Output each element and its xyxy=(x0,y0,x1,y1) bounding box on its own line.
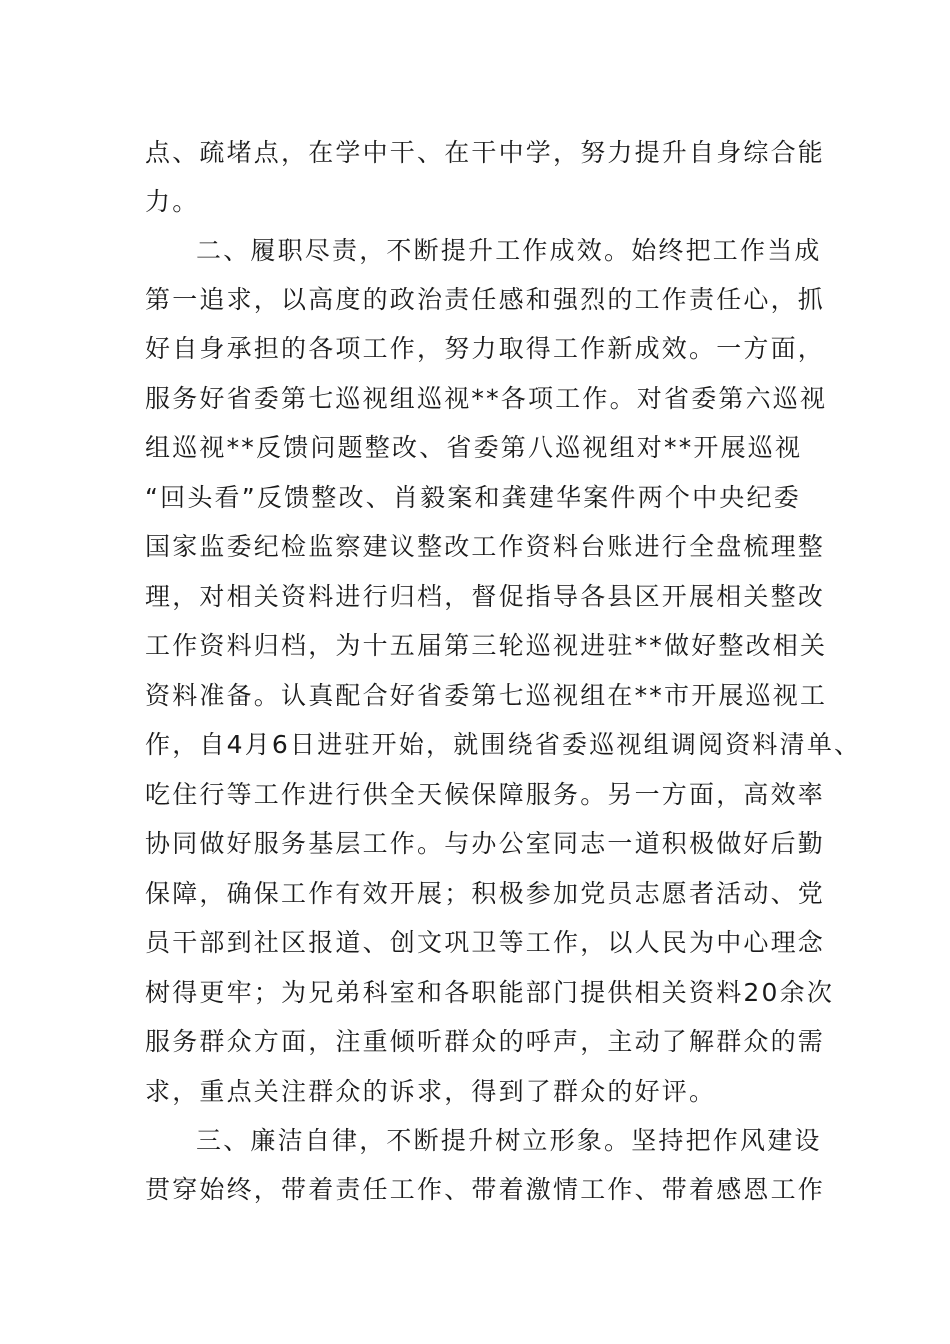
text-line: 求，重点关注群众的诉求，得到了群众的好评。 xyxy=(145,1077,717,1106)
text-line: 点、疏堵点，在学中干、在干中学，努力提升自身综合能 xyxy=(145,138,826,167)
text-line: 组巡视**反馈问题整改、省委第八巡视组对**开展巡视 xyxy=(145,433,803,462)
text-line: 工作资料归档，为十五届第三轮巡视进驻**做好整改相关 xyxy=(145,631,828,660)
text-line: 国家监委纪检监察建议整改工作资料台账进行全盘梳理整 xyxy=(145,532,826,561)
paragraph-start-line: 二、履职尽责，不断提升工作成效。始终把工作当成 xyxy=(196,236,822,265)
text-line: 第一追求，以高度的政治责任感和强烈的工作责任心，抓 xyxy=(145,285,826,314)
text-line: 力。 xyxy=(145,187,200,216)
text-line: 好自身承担的各项工作，努力取得工作新成效。一方面， xyxy=(145,334,826,363)
text-line: 贯穿始终，带着责任工作、带着激情工作、带着感恩工作 xyxy=(145,1175,826,1204)
text-line: 理，对相关资料进行归档，督促指导各县区开展相关整改 xyxy=(145,582,826,611)
text-line: 服务群众方面，注重倾听群众的呼声，主动了解群众的需 xyxy=(145,1027,826,1056)
text-line: 资料准备。认真配合好省委第七巡视组在**市开展巡视工 xyxy=(145,681,828,710)
text-line: “回头看”反馈整改、肖毅案和龚建华案件两个中央纪委 xyxy=(145,483,801,512)
text-line: 吃住行等工作进行供全天候保障服务。另一方面，高效率 xyxy=(145,780,826,809)
text-line: 协同做好服务基层工作。与办公室同志一道积极做好后勤 xyxy=(145,829,826,858)
text-line: 保障，确保工作有效开展；积极参加党员志愿者活动、党 xyxy=(145,879,826,908)
text-line: 作，自4月6日进驻开始，就围绕省委巡视组调阅资料清单、 xyxy=(145,730,862,759)
text-line: 树得更牢；为兄弟科室和各职能部门提供相关资料20余次 xyxy=(145,978,835,1007)
text-line: 服务好省委第七巡视组巡视**各项工作。对省委第六巡视 xyxy=(145,384,828,413)
paragraph-start-line: 三、廉洁自律，不断提升树立形象。坚持把作风建设 xyxy=(196,1126,822,1155)
text-line: 员干部到社区报道、创文巩卫等工作，以人民为中心理念 xyxy=(145,928,826,957)
